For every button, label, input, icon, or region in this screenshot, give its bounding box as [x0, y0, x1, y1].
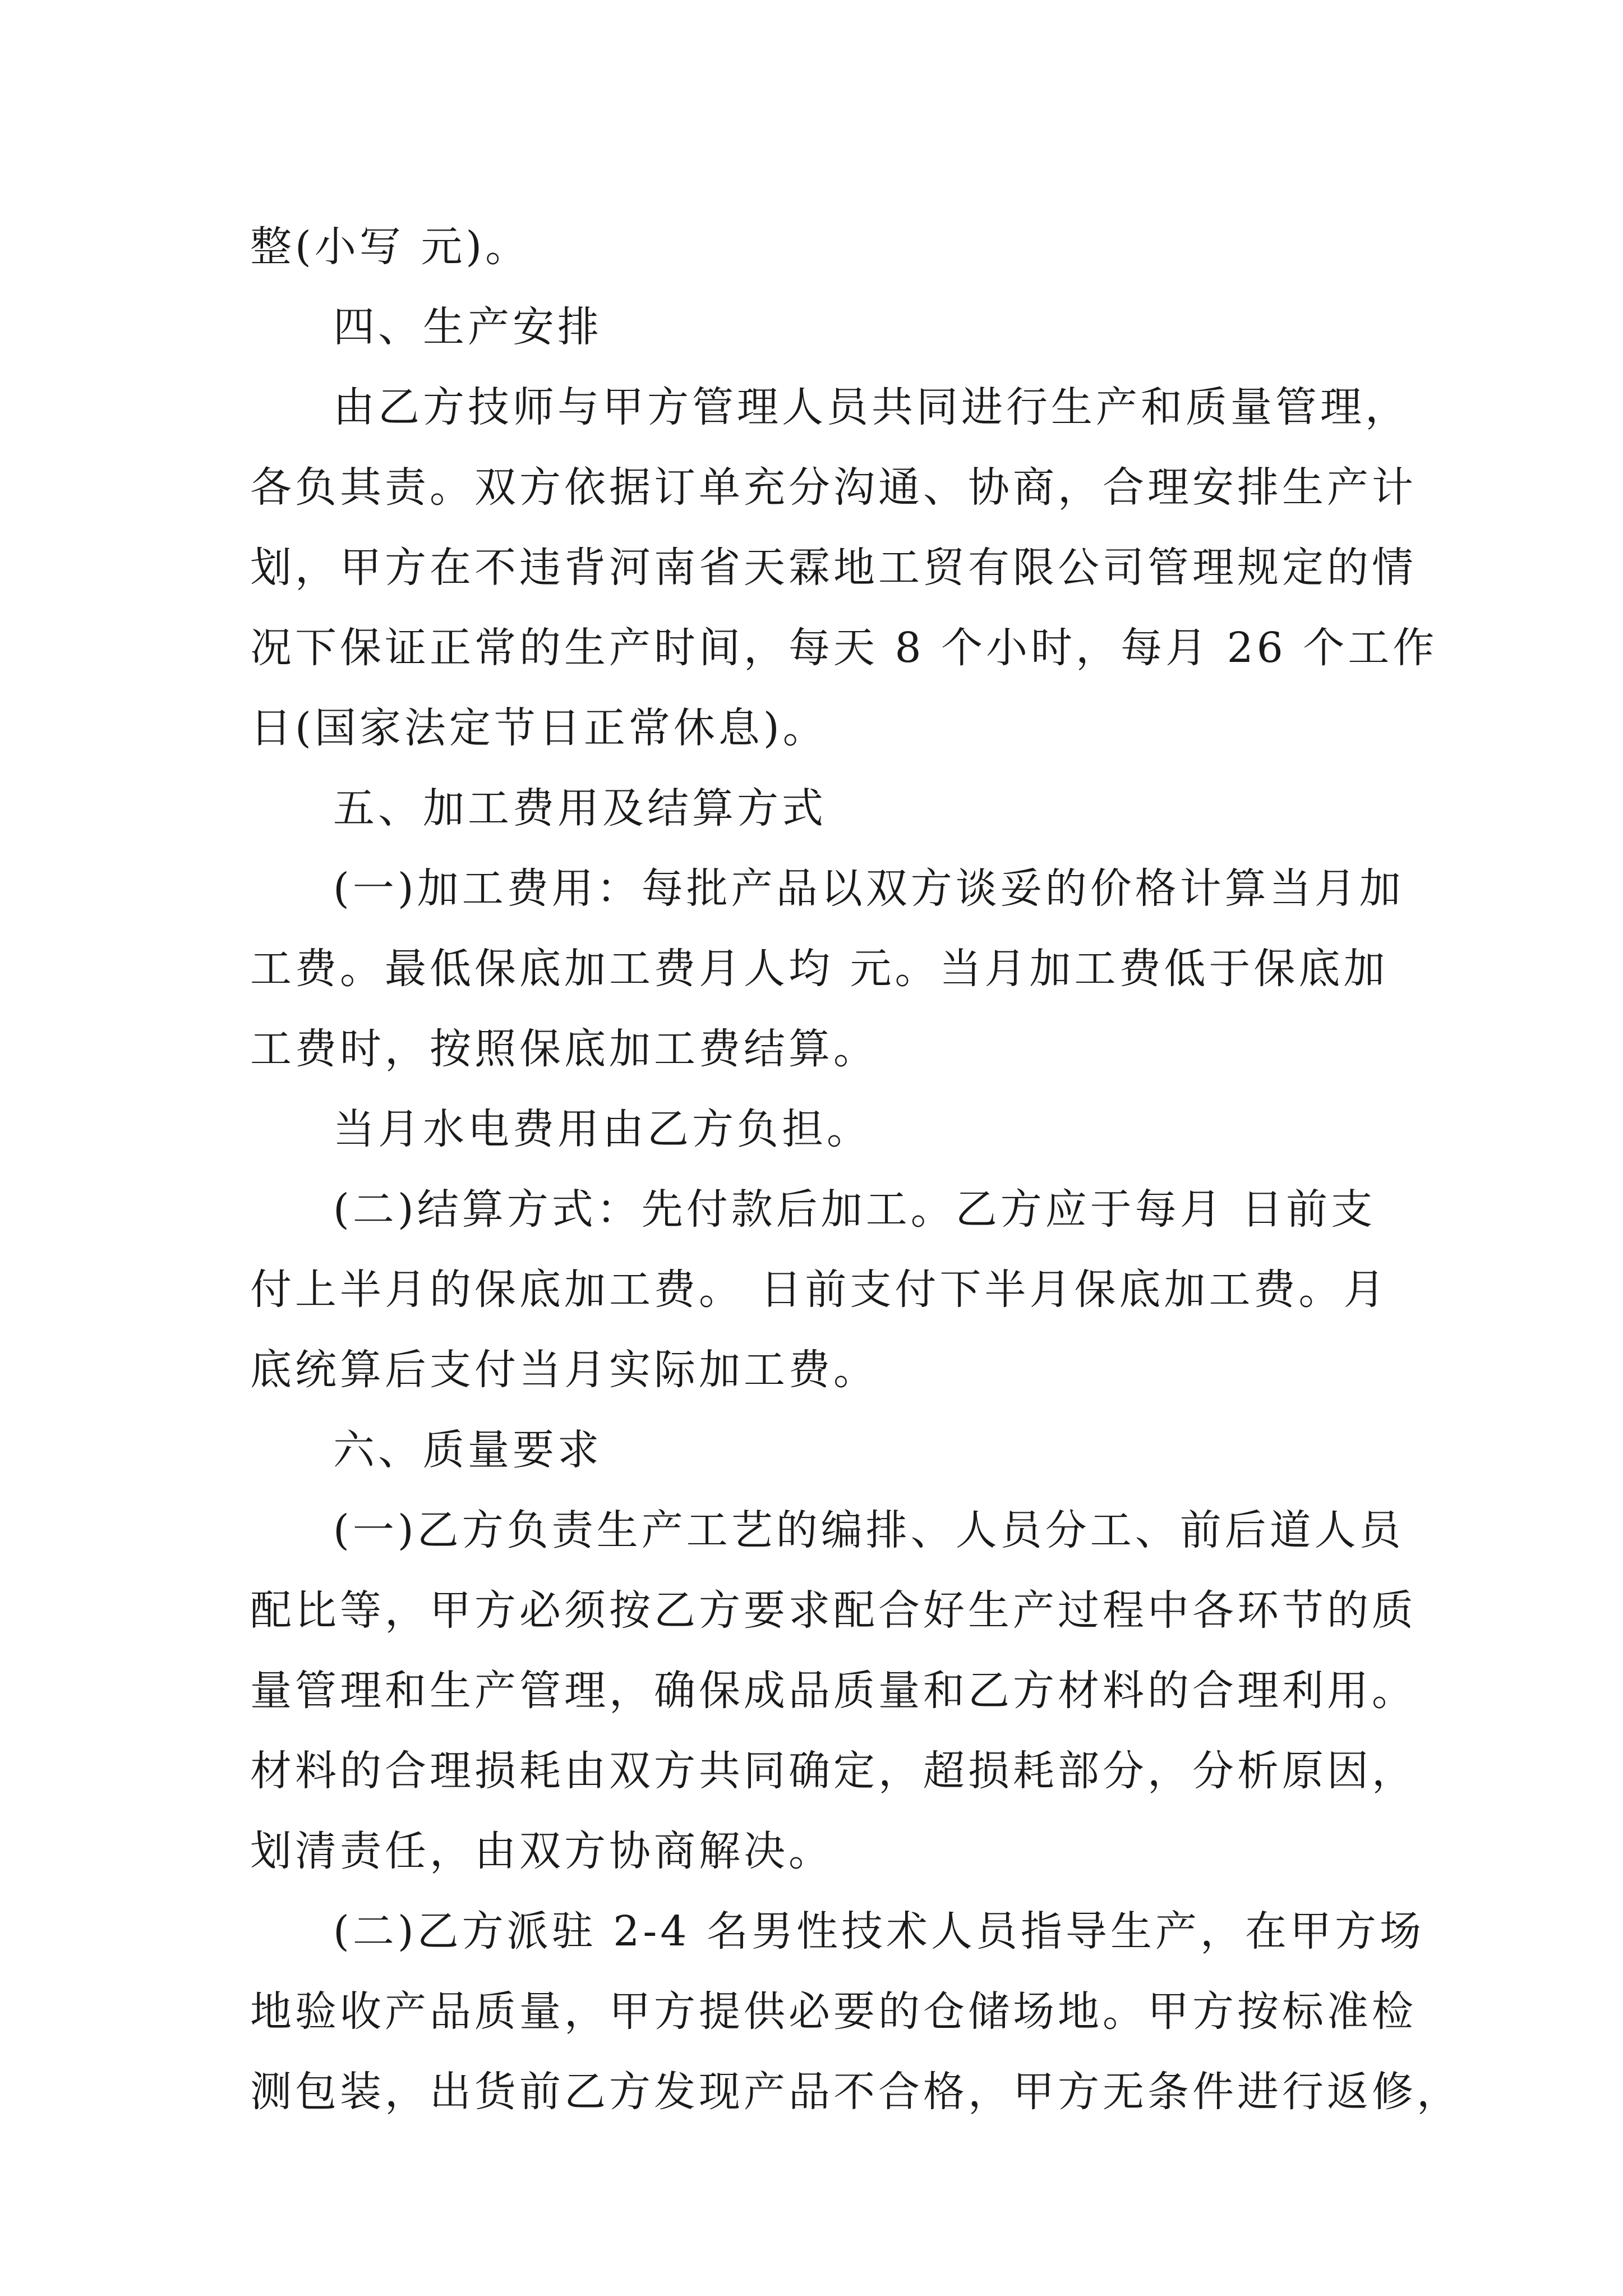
- section-heading-5: 五、加工费用及结算方式: [333, 784, 827, 832]
- text-line-20: 材料的合理损耗由双方共同确定，超损耗部分，分析原因，: [250, 1747, 1417, 1795]
- text-line-15: 底统算后支付当月实际加工费。: [250, 1346, 878, 1394]
- text-line-12: 当月水电费用由乙方负担。: [333, 1105, 872, 1153]
- text-line-5: 划，甲方在不违背河南省天霖地工贸有限公司管理规定的情: [250, 544, 1417, 592]
- text-line-22: (二)乙方派驻 2-4 名男性技术人员指导生产，在甲方场: [333, 1907, 1424, 1955]
- text-line-23: 地验收产品质量，甲方提供必要的仓储场地。甲方按标准检: [250, 1987, 1417, 2036]
- text-line-24: 测包装，出货前乙方发现产品不合格，甲方无条件进行返修，: [250, 2068, 1461, 2116]
- text-line-11: 工费时，按照保底加工费结算。: [250, 1025, 878, 1073]
- text-line-19: 量管理和生产管理，确保成品质量和乙方材料的合理利用。: [250, 1667, 1417, 1715]
- text-line-18: 配比等，甲方必须按乙方要求配合好生产过程中各环节的质: [250, 1586, 1417, 1635]
- text-line-9: (一)加工费用：每批产品以双方谈妥的价格计算当月加: [333, 864, 1404, 913]
- section-heading-6: 六、质量要求: [333, 1426, 602, 1474]
- text-line-6: 况下保证正常的生产时间，每天 8 个小时，每月 26 个工作: [250, 624, 1438, 672]
- text-line-4: 各负其责。双方依据订单充分沟通、协商，合理安排生产计: [250, 463, 1417, 512]
- text-line-14: 付上半月的保底加工费。 日前支付下半月保底加工费。月: [250, 1266, 1389, 1314]
- text-line-1: 整(小写 元)。: [250, 223, 531, 271]
- text-line-17: (一)乙方负责生产工艺的编排、人员分工、前后道人员: [333, 1506, 1404, 1554]
- text-line-10: 工费。最低保底加工费月人均 元。当月加工费低于保底加: [250, 945, 1389, 993]
- text-line-7: 日(国家法定节日正常休息)。: [250, 704, 828, 752]
- text-line-21: 划清责任，由双方协商解决。: [250, 1827, 833, 1875]
- text-line-13: (二)结算方式：先付款后加工。乙方应于每月 日前支: [333, 1185, 1376, 1234]
- text-line-3: 由乙方技师与甲方管理人员共同进行生产和质量管理，: [333, 383, 1410, 431]
- section-heading-4: 四、生产安排: [333, 303, 602, 351]
